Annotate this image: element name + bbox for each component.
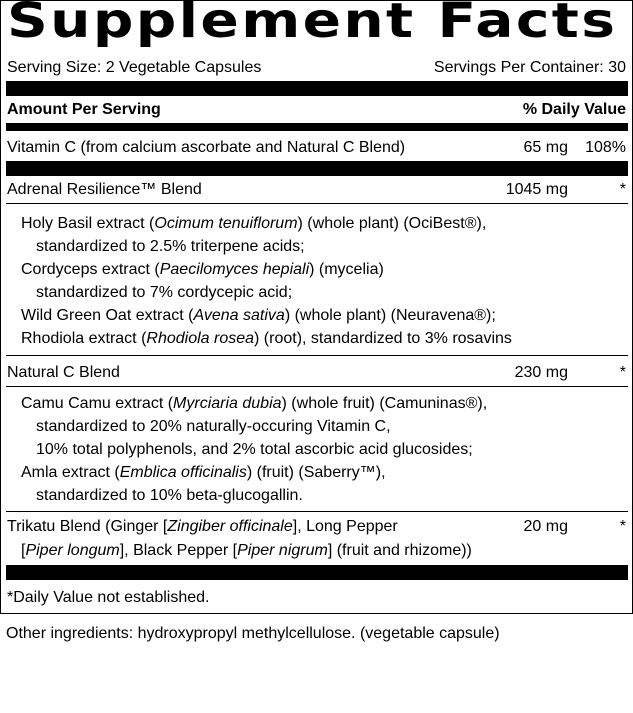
serving-size: Serving Size: 2 Vegetable Capsules <box>7 59 262 76</box>
thick-divider <box>6 565 628 580</box>
ingredient-line: standardized to 10% beta-glucogallin. <box>36 487 303 504</box>
ingredient-line: 10% total polyphenols, and 2% total ascorbic acid glucosides; <box>36 441 473 458</box>
amount-per-serving-header: Amount Per Serving <box>7 101 161 118</box>
adrenal-blend-amount: 1045 mg <box>505 181 568 198</box>
thick-divider <box>6 161 628 176</box>
adrenal-blend-name: Adrenal Resilience™ Blend <box>7 181 202 198</box>
thin-divider <box>6 355 628 356</box>
natural-c-blend-name: Natural C Blend <box>7 364 120 381</box>
ingredient-line: Camu Camu extract (Myrciaria dubia) (whole fruit) (Camuninas®), <box>21 395 488 412</box>
medium-divider <box>6 123 628 131</box>
thick-divider <box>6 81 628 96</box>
natural-c-blend-dv: * <box>619 364 626 381</box>
ingredient-line: standardized to 7% cordycepic acid; <box>36 284 293 301</box>
thin-divider <box>6 203 628 204</box>
trikatu-blend-line: Trikatu Blend (Ginger [Zingiber officinale], Long Pepper <box>7 518 398 535</box>
thin-divider <box>6 386 628 387</box>
daily-value-footnote: *Daily Value not established. <box>7 589 210 606</box>
ingredient-line: Amla extract (Emblica officinalis) (fruit) (Saberry™), <box>21 464 386 481</box>
adrenal-blend-dv: * <box>619 181 626 198</box>
vitamin-c-dv: 108% <box>585 139 626 156</box>
servings-per-container: Servings Per Container: 30 <box>433 59 626 76</box>
vitamin-c-amount: 65 mg <box>523 139 568 156</box>
ingredient-line: Wild Green Oat extract (Avena sativa) (whole plant) (Neuravena®); <box>21 307 496 324</box>
trikatu-blend-dv: * <box>619 518 626 535</box>
ingredient-line: Rhodiola extract (Rhodiola rosea) (root), standardized to 3% rosavins <box>21 330 512 347</box>
other-ingredients: Other ingredients: hydroxypropyl methylcellulose. (vegetable capsule) <box>6 625 500 642</box>
ingredient-line: standardized to 20% naturally-occuring Vitamin C, <box>36 418 391 435</box>
ingredient-line: standardized to 2.5% triterpene acids; <box>36 238 305 255</box>
ingredient-line: Cordyceps extract (Paecilomyces hepiali) (mycelia) <box>21 261 384 278</box>
vitamin-c-name: Vitamin C (from calcium ascorbate and Natural C Blend) <box>7 139 406 156</box>
trikatu-blend-line: [Piper longum], Black Pepper [Piper nigrum] (fruit and rhizome)) <box>21 542 472 559</box>
panel-title: Supplement Facts <box>7 0 618 49</box>
ingredient-line: Holy Basil extract (Ocimum tenuiflorum) (whole plant) (OciBest®), <box>21 215 487 232</box>
daily-value-header: % Daily Value <box>522 101 626 118</box>
thin-divider <box>6 511 628 512</box>
trikatu-blend-amount: 20 mg <box>523 518 568 535</box>
natural-c-blend-amount: 230 mg <box>514 364 568 381</box>
